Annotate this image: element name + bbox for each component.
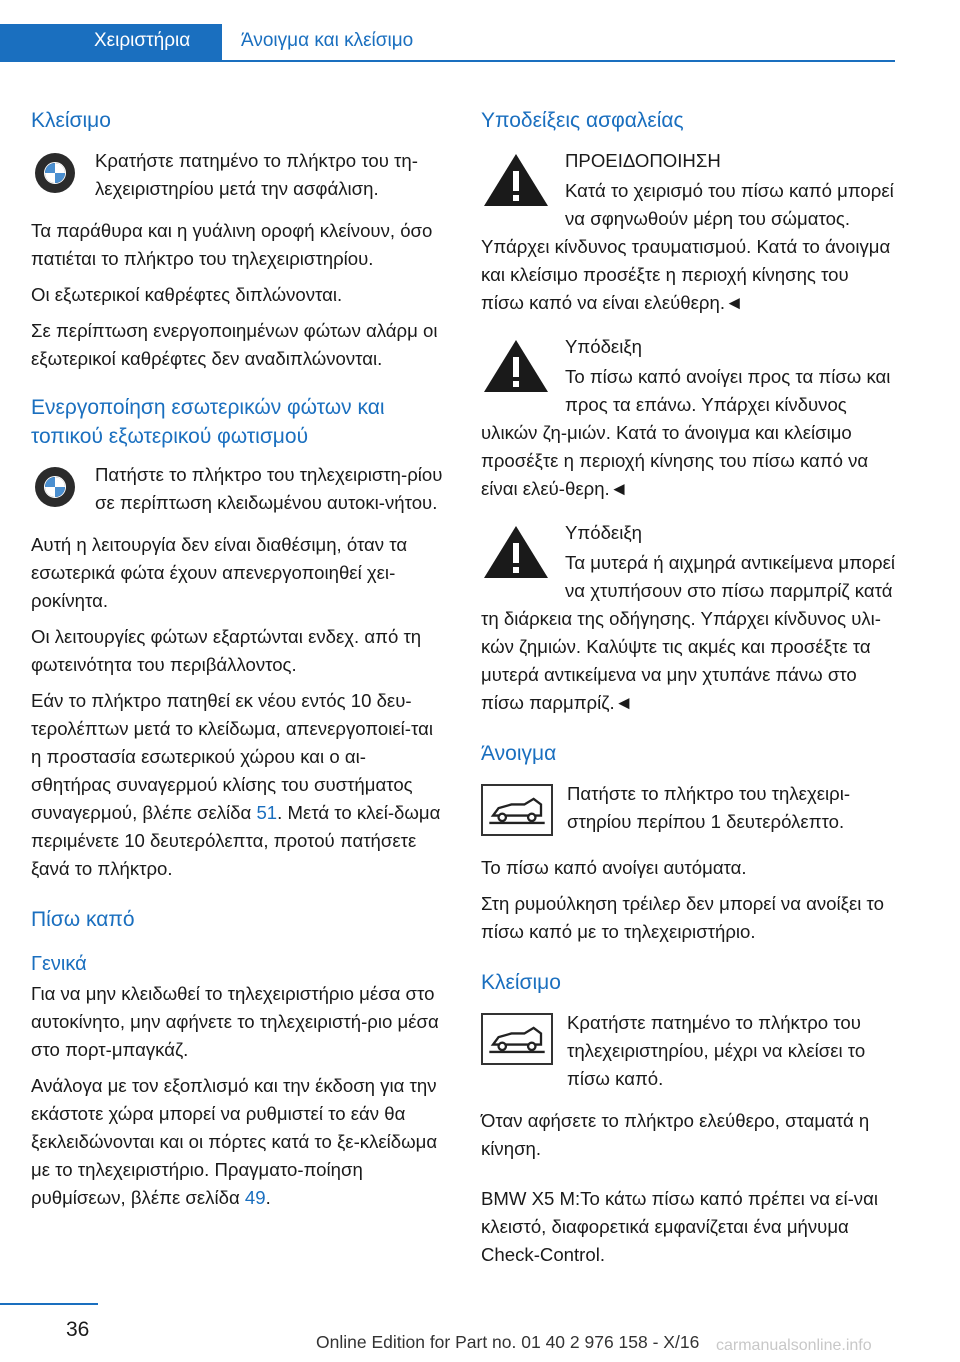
instruction-lights [31,461,446,517]
paragraph: Οι εξωτερικοί καθρέφτες διπλώνονται. [31,284,343,305]
section-title-tailgate: Πίσω καπό [31,908,135,931]
notice-block [481,333,896,503]
paragraph-text: Εάν το πλήκτρο πατηθεί εκ νέου εντός 10 δευ‐τερολέπτων μετά το κλείδωμα, απενεργοποιεί‐ται η προστασία εσωτερικού χώρου και ο αι‐σθητήρας συναγερμού κλίσης του συστήματος συναγερμού, βλέπε σελίδα [31,690,433,823]
paragraph-text: . [265,1187,271,1208]
notice-block [481,519,896,717]
right-column [481,96,896,1269]
paragraph: Οι λειτουργίες φώτων εξαρτώνται ενδεχ. από τη φωτεινότητα του περιβάλλοντος. [31,626,422,675]
watermark: carmanualsonline.info [716,1337,872,1354]
tailgate-button-icon [481,784,553,836]
section-title-interior-lights: Ενεργοποίηση εσωτερικών φώτων και τοπικού εξωτερικού φωτισμού [31,396,385,448]
paragraph-text: Ανάλογα με τον εξοπλισμό και την έκδοση για την εκάστοτε χώρα μπορεί να ρυθμιστεί το εάν θα ξεκλειδώνονται και οι πόρτες κατά το ξε‐κλείδωμα με το τηλεχειριστήριο. Πραγματο‐ποίηση ρυθμίσεων, βλέπε σελίδα [31,1075,438,1208]
section-title-closing-tailgate: Κλείσιμο [481,971,561,994]
warning-block [481,147,896,317]
bmw-remote-icon [35,153,75,193]
paragraph: BMW X5 M:Το κάτω πίσω καπό πρέπει να εί‐ναι κλειστό, διαφορετικά εμφανίζεται ένα μήνυμα Check-Control. [481,1188,878,1265]
tailgate-button-icon [481,1013,553,1065]
page-link-49[interactable]: 49 [244,1187,266,1208]
instruction-opening [481,780,896,840]
page-link-51[interactable]: 51 [256,802,278,823]
paragraph-text: . Μετά το κλεί‐δωμα περιμένετε 10 δευτερόλεπτα, προτού πατήσετε ξανά το πλήκτρο. [31,802,441,879]
paragraph: Αυτή η λειτουργία δεν είναι διαθέσιμη, όταν τα εσωτερικά φώτα έχουν απενεργοποιηθεί χει‐ροκίνητα. [31,534,408,611]
paragraph: Τα παράθυρα και η γυάλινη οροφή κλείνουν, όσο πατιέται το πλήκτρο του τηλεχειριστηρίου. [31,220,433,269]
header-bar [0,0,895,62]
warning-triangle-icon [481,523,551,581]
section-title-closing: Κλείσιμο [31,109,111,132]
warning-text: Κατά το χειρισμό του πίσω καπό μπορεί να σφηνωθούν μέρη του σώματος. Υπάρχει κίνδυνος τραυματισμού. Κατά το άνοιγμα και κλείσιμο προσέξτε η περιοχή κίνησης του πίσω καπό να είναι ελεύθερη.◄ [481,180,894,313]
section-title-safety: Υποδείξεις ασφαλείας [481,109,684,132]
instruction-closing [31,147,446,203]
instruction-closing-tailgate [481,1009,896,1093]
footer-rule [0,1303,98,1305]
paragraph: Για να μην κλειδωθεί το τηλεχειριστήριο μέσα στο αυτοκίνητο, μην αφήνετε το τηλεχειριστή‐ριο μέσα στο πορτ-μπαγκάζ. [31,983,439,1060]
left-column [31,96,446,1212]
section-title-opening: Άνοιγμα [481,742,557,765]
paragraph: Στη ρυμούλκηση τρέιλερ δεν μπορεί να ανοίξει το πίσω καπό με το τηλεχειριστήριο. [481,893,884,942]
paragraph [31,687,446,883]
instruction-text: Πατήστε το πλήκτρο του τηλεχειριστη‐ρίου σε περίπτωση κλειδωμένου αυτοκι‐νήτου. [95,464,443,513]
subsection-title-general: Γενικά [31,953,87,975]
edition-text: Online Edition for Part no. 01 40 2 976 158 - X/16 [316,1332,700,1352]
tab-opening-closing-label[interactable]: Άνοιγμα και κλείσιμο [241,30,414,51]
instruction-text: Πατήστε το πλήκτρο του τηλεχειρι‐στηρίου περίπου 1 δευτερόλεπτο. [567,783,851,832]
paragraph: Το πίσω καπό ανοίγει αυτόματα. [481,857,747,878]
instruction-text: Κρατήστε πατημένο το πλήκτρο του τη‐λεχειριστηρίου μετά την ασφάλιση. [95,150,418,199]
paragraph: Σε περίπτωση ενεργοποιημένων φώτων αλάρμ οι εξωτερικοί καθρέφτες δεν αναδιπλώνονται. [31,320,438,369]
notice-heading: Υπόδειξη [565,522,643,543]
warning-heading: ΠΡΟΕΙΔΟΠΟΙΗΣΗ [565,150,721,171]
warning-triangle-icon [481,337,551,395]
tab-controls-label: Χειριστήρια [94,30,191,51]
warning-triangle-icon [481,151,551,209]
bmw-remote-icon [35,467,75,507]
notice-text: Τα μυτερά ή αιχμηρά αντικείμενα μπορεί να χτυπήσουν στο πίσω παρμπρίζ κατά τη διάρκεια της οδήγησης. Υπάρχει κίνδυνος υλι‐κών ζημιών. Καλύψτε τις ακμές και προσέξτε τα μυτερά αντικείμενα να μην χτυπάνε πάνω στο πίσω παρμπρίζ.◄ [481,552,896,713]
notice-text: Το πίσω καπό ανοίγει προς τα πίσω και προς τα επάνω. Υπάρχει κίνδυνος υλικών ζη‐μιών. Κατά το άνοιγμα και κλείσιμο προσέξτε η περιοχή κίνησης του πίσω καπό να είναι ελεύ‐θερη.◄ [481,366,891,499]
notice-heading: Υπόδειξη [565,336,643,357]
paragraph [31,1072,446,1212]
header-rule [222,60,895,62]
paragraph: Όταν αφήσετε το πλήκτρο ελεύθερο, σταματά η κίνηση. [481,1110,870,1159]
page-number: 36 [66,1318,90,1341]
instruction-text: Κρατήστε πατημένο το πλήκτρο του τηλεχειριστηρίου, μέχρι να κλείσει το πίσω καπό. [567,1012,866,1089]
